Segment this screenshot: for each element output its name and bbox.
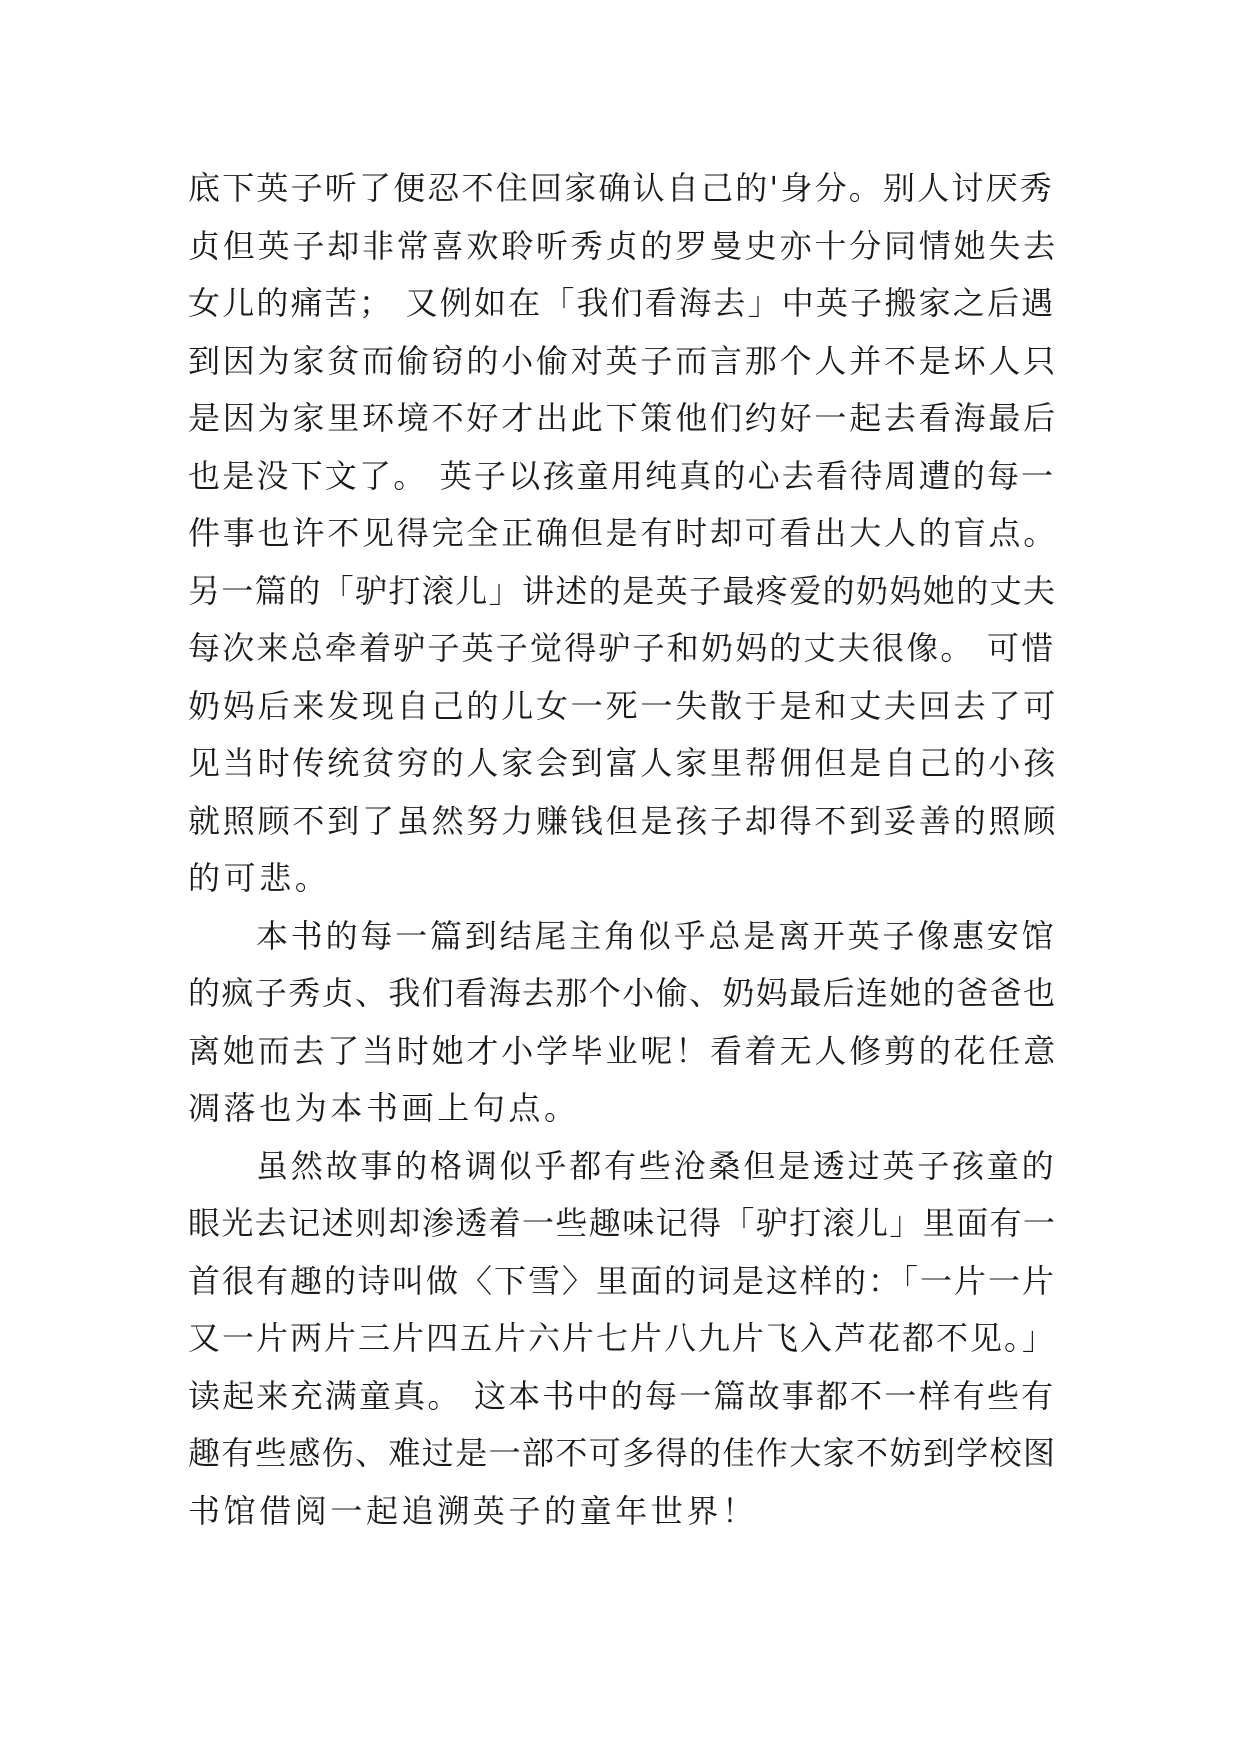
text-line: 离她而去了当时她才小学毕业呢！看着无人修剪的花任意: [188, 1031, 1059, 1070]
text-line: 见当时传统贫穷的人家会到富人家里帮佣但是自己的小孩: [188, 744, 1059, 782]
text-line: 也是没下文了。 英子以孩童用纯真的心去看待周遭的每一: [188, 456, 1056, 495]
text-line: 底下英子听了便忍不住回家确认自己的'身分。别人讨厌秀: [188, 169, 1054, 207]
text-line: 贞但英子却非常喜欢聆听秀贞的罗曼史亦十分同情她失去: [188, 226, 1059, 265]
body-text: [188, 160, 1058, 1540]
text-line: 的疯子秀贞、我们看海去那个小偷、奶妈最后连她的爸爸也: [188, 974, 1057, 1012]
text-line: 女儿的痛苦； 又例如在「我们看海去」中英子搬家之后遇: [188, 284, 1056, 322]
text-line: 首很有趣的诗叫做〈下雪〉里面的词是这样的：「一片一片: [188, 1261, 1057, 1300]
text-line: 每次来总牵着驴子英子觉得驴子和奶妈的丈夫很像。 可惜: [188, 629, 1056, 667]
text-line: 书馆借阅一起追溯英子的童年世界！: [188, 1491, 758, 1530]
text-line: 是因为家里环境不好才出此下策他们约好一起去看海最后: [188, 399, 1059, 437]
text-line: 凋落也为本书画上句点。: [188, 1089, 580, 1127]
text-line: 另一篇的「驴打滚儿」讲述的是英子最疼爱的奶妈她的丈夫: [188, 571, 1057, 610]
paragraph-start-line: 虽然故事的格调似乎都有些沧桑但是透过英子孩童的: [256, 1146, 1057, 1185]
text-line: 趣有些感伤、难过是一部不可多得的佳作大家不妨到学校图: [188, 1434, 1057, 1472]
text-line: 又一片两片三片四五片六片七片八九片飞入芦花都不见。」: [188, 1319, 1057, 1357]
text-line: 读起来充满童真。 这本书中的每一篇故事都不一样有些有: [188, 1376, 1056, 1415]
text-line: 的可悲。: [188, 859, 331, 897]
text-line: 到因为家贫而偷窃的小偷对英子而言那个人并不是坏人只: [188, 341, 1059, 380]
text-line: 件事也许不见得完全正确但是有时却可看出大人的盲点。: [188, 514, 1059, 552]
text-line: 奶妈后来发现自己的儿女一死一失散于是和丈夫回去了可: [188, 686, 1059, 725]
paragraph-start-line: 本书的每一篇到结尾主角似乎总是离开英子像惠安馆: [256, 916, 1057, 955]
text-line: 眼光去记述则却渗透着一些趣味记得「驴打滚儿」里面有一: [188, 1204, 1057, 1242]
text-line: 就照顾不到了虽然努力赚钱但是孩子却得不到妥善的照顾: [188, 801, 1059, 840]
